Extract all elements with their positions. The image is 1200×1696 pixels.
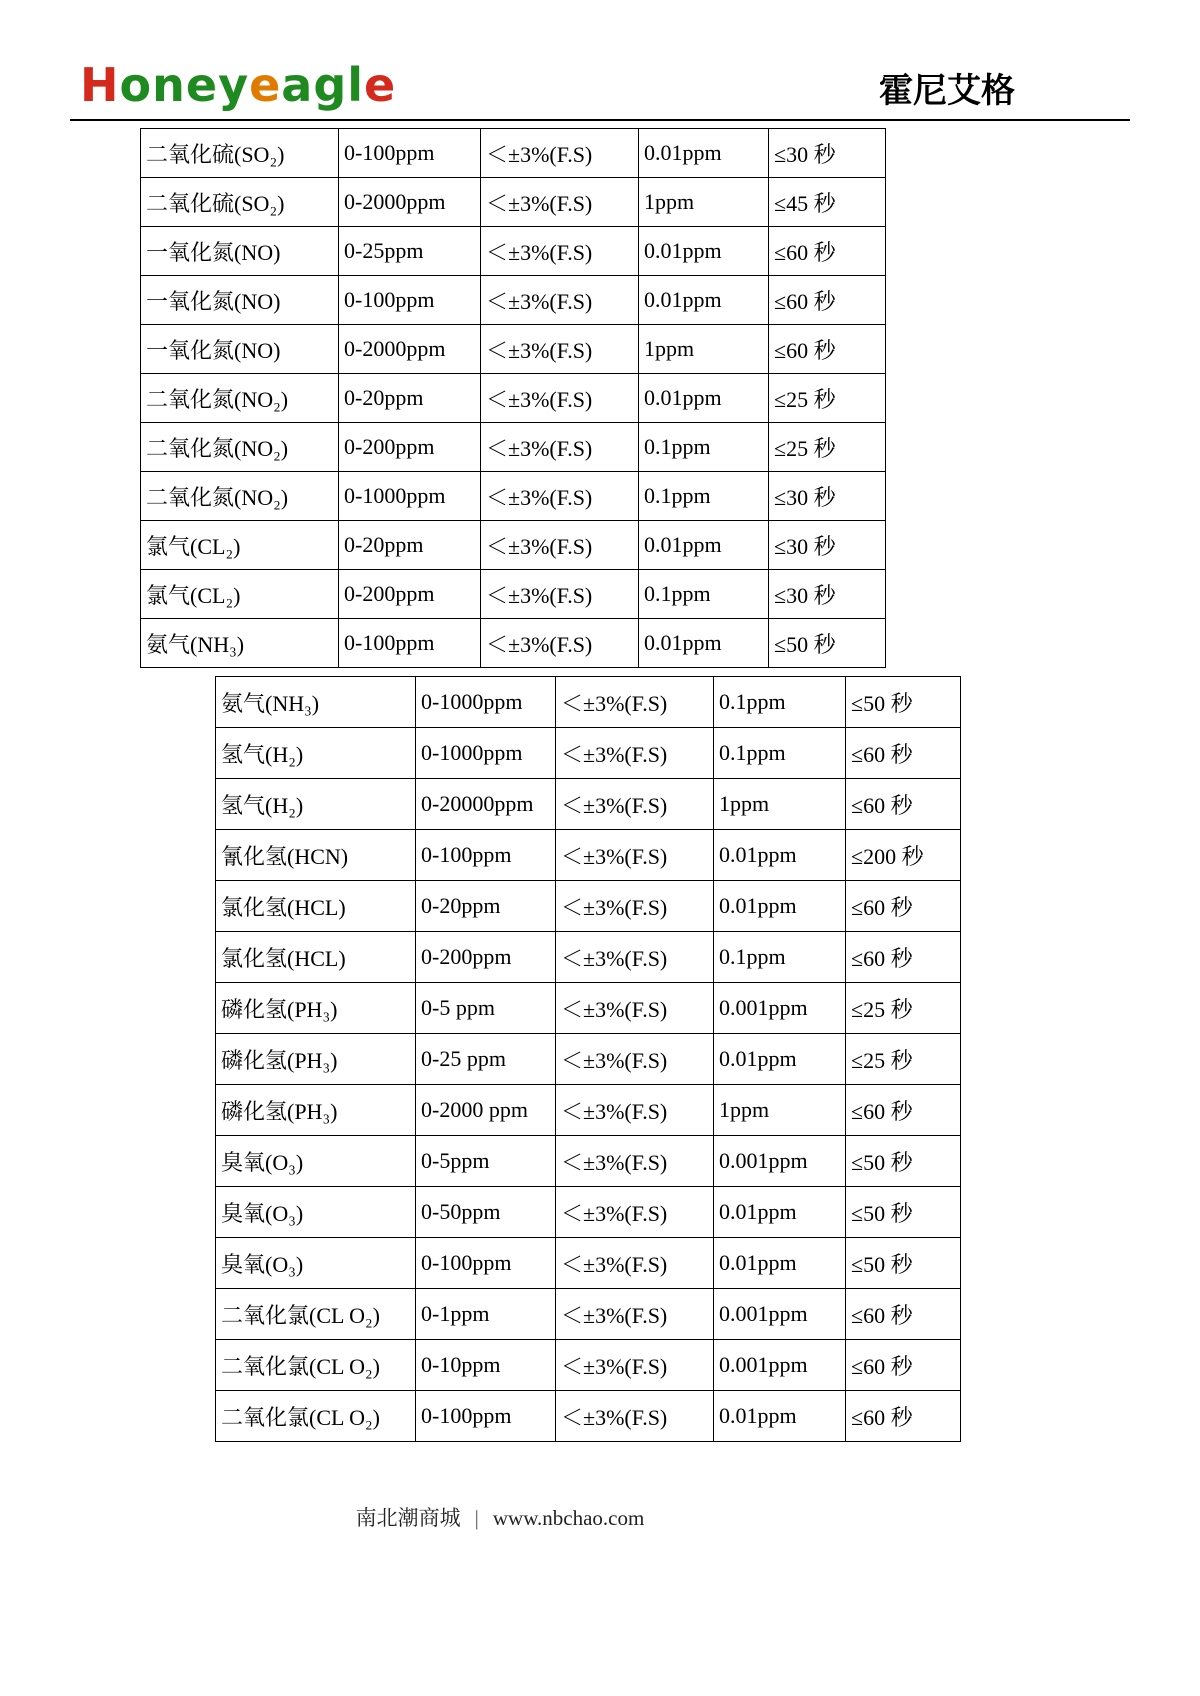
table-cell: ＜±3%(F.S)	[481, 423, 639, 472]
table-row	[141, 570, 886, 619]
table-cell: ≤60 秒	[846, 932, 961, 983]
table-cell: 0.01ppm	[714, 1391, 846, 1442]
table-cell: 0-20000ppm	[416, 779, 556, 830]
logo-letter: l	[347, 58, 365, 112]
header-divider	[70, 119, 1130, 121]
table-row	[216, 1136, 961, 1187]
logo-letter: e	[364, 58, 397, 112]
table-cell: ≤30 秒	[769, 129, 886, 178]
page-footer	[0, 1502, 1000, 1532]
gas-spec-table-lower	[215, 676, 961, 1442]
table-cell: 0-100ppm	[339, 129, 481, 178]
table-cell: ≤60 秒	[846, 779, 961, 830]
table-cell: 氯化氢(HCL)	[216, 932, 416, 983]
table-cell: 0.1ppm	[639, 423, 769, 472]
table-cell: ＜±3%(F.S)	[556, 1340, 714, 1391]
table-cell: ＜±3%(F.S)	[556, 932, 714, 983]
table-row	[216, 779, 961, 830]
table-cell: ＜±3%(F.S)	[556, 1391, 714, 1442]
table-cell: ＜±3%(F.S)	[556, 1187, 714, 1238]
footer-url: www.nbchao.com	[492, 1506, 645, 1530]
table-cell: 1ppm	[714, 779, 846, 830]
table-cell: 0.01ppm	[639, 227, 769, 276]
table-cell: ＜±3%(F.S)	[481, 619, 639, 668]
brand-chinese-title: 霍尼艾格	[879, 71, 1015, 111]
table-row	[216, 1187, 961, 1238]
table-cell: ＜±3%(F.S)	[556, 1136, 714, 1187]
table-cell: 0.01ppm	[714, 1034, 846, 1085]
table-cell: 0-100ppm	[416, 1391, 556, 1442]
page-header	[0, 0, 1200, 122]
table-row	[141, 178, 886, 227]
table-cell: 二氧化氯(CL O₂)	[216, 1391, 416, 1442]
table-cell: 0.01ppm	[639, 521, 769, 570]
table-cell: ＜±3%(F.S)	[481, 129, 639, 178]
table-row	[141, 521, 886, 570]
table-row	[216, 677, 961, 728]
table-cell: ≤30 秒	[769, 521, 886, 570]
table-row	[216, 1238, 961, 1289]
table-cell: 二氧化氮(NO₂)	[141, 472, 339, 521]
table-cell: 二氧化硫(SO₂)	[141, 178, 339, 227]
table-cell: ＜±3%(F.S)	[556, 728, 714, 779]
table-cell: 0-2000ppm	[339, 325, 481, 374]
table-cell: 氯气(CL₂)	[141, 521, 339, 570]
table-row	[141, 276, 886, 325]
table-cell: 1ppm	[714, 1085, 846, 1136]
table-cell: 0.1ppm	[639, 472, 769, 521]
table-cell: 0.01ppm	[639, 374, 769, 423]
table-cell: 0.001ppm	[714, 1289, 846, 1340]
table-cell: 0-1000ppm	[416, 728, 556, 779]
table-cell: 0.01ppm	[714, 1187, 846, 1238]
table-cell: ≤200 秒	[846, 830, 961, 881]
table-cell: ≤50 秒	[769, 619, 886, 668]
table-cell: 0-100ppm	[339, 619, 481, 668]
table-cell: 0.01ppm	[639, 129, 769, 178]
table-cell: 0.001ppm	[714, 983, 846, 1034]
table-cell: 0-10ppm	[416, 1340, 556, 1391]
table-row	[141, 619, 886, 668]
table-cell: 0-200ppm	[416, 932, 556, 983]
table-row	[216, 1289, 961, 1340]
table-cell: 0-5 ppm	[416, 983, 556, 1034]
footer-site-name: 南北潮商城	[355, 1506, 461, 1530]
table-cell: ＜±3%(F.S)	[556, 1085, 714, 1136]
table-cell: ＜±3%(F.S)	[556, 830, 714, 881]
footer-separator: |	[474, 1506, 479, 1530]
table-row	[216, 983, 961, 1034]
table-cell: 一氧化氮(NO)	[141, 227, 339, 276]
table-cell: 0-200ppm	[339, 423, 481, 472]
table-cell: 磷化氢(PH₃)	[216, 1085, 416, 1136]
table-cell: 0-200ppm	[339, 570, 481, 619]
table-cell: 0-20ppm	[339, 374, 481, 423]
table-cell: 氯气(CL₂)	[141, 570, 339, 619]
table-cell: 氯化氢(HCL)	[216, 881, 416, 932]
table-cell: 臭氧(O₃)	[216, 1187, 416, 1238]
table-row	[141, 227, 886, 276]
table-cell: 0-1000ppm	[339, 472, 481, 521]
table-cell: 0-20ppm	[339, 521, 481, 570]
table-row	[216, 830, 961, 881]
table-cell: 0.01ppm	[639, 276, 769, 325]
table-row	[216, 728, 961, 779]
table-cell: ≤60 秒	[769, 325, 886, 374]
table-cell: 0.01ppm	[714, 830, 846, 881]
table-cell: 氨气(NH₃)	[216, 677, 416, 728]
table-cell: 0-20ppm	[416, 881, 556, 932]
table-row	[216, 1340, 961, 1391]
table-row	[141, 129, 886, 178]
logo-letter: a	[281, 58, 314, 112]
table-cell: ≤60 秒	[769, 276, 886, 325]
table-cell: ≤50 秒	[846, 1187, 961, 1238]
table-cell: 0-100ppm	[416, 830, 556, 881]
table-cell: ≤50 秒	[846, 1136, 961, 1187]
table-cell: ≤60 秒	[846, 881, 961, 932]
table-cell: ＜±3%(F.S)	[481, 325, 639, 374]
table-row	[216, 1391, 961, 1442]
table-row	[141, 423, 886, 472]
table-cell: ＜±3%(F.S)	[481, 276, 639, 325]
table-row	[216, 932, 961, 983]
table-row	[216, 1085, 961, 1136]
table-cell: 0-50ppm	[416, 1187, 556, 1238]
logo-letter: e	[185, 58, 219, 112]
table-cell: ≤30 秒	[769, 472, 886, 521]
table-cell: 磷化氢(PH₃)	[216, 983, 416, 1034]
table-cell: 臭氧(O₃)	[216, 1136, 416, 1187]
gas-spec-table-upper	[140, 128, 886, 668]
table-cell: ＜±3%(F.S)	[481, 227, 639, 276]
table-cell: ≤50 秒	[846, 1238, 961, 1289]
table-cell: 0.01ppm	[639, 619, 769, 668]
table-cell: ＜±3%(F.S)	[481, 374, 639, 423]
table-cell: 1ppm	[639, 325, 769, 374]
table-cell: 0.01ppm	[714, 1238, 846, 1289]
table-cell: ≤25 秒	[846, 1034, 961, 1085]
honeyeagle-logo	[80, 58, 397, 112]
table-cell: 氢气(H₂)	[216, 779, 416, 830]
table-cell: 0.1ppm	[714, 728, 846, 779]
table-cell: 0-1000ppm	[416, 677, 556, 728]
table-cell: ＜±3%(F.S)	[556, 1034, 714, 1085]
table-cell: 0-100ppm	[339, 276, 481, 325]
table-row	[141, 374, 886, 423]
table-cell: ≤25 秒	[769, 423, 886, 472]
table-cell: 0.1ppm	[714, 677, 846, 728]
table-cell: 0-2000 ppm	[416, 1085, 556, 1136]
table-cell: 0.1ppm	[639, 570, 769, 619]
table-cell: 0-2000ppm	[339, 178, 481, 227]
table-cell: 一氧化氮(NO)	[141, 276, 339, 325]
table-cell: ＜±3%(F.S)	[556, 677, 714, 728]
table-row	[216, 881, 961, 932]
table-cell: 磷化氢(PH₃)	[216, 1034, 416, 1085]
table-cell: ＜±3%(F.S)	[481, 570, 639, 619]
table-cell: ≤60 秒	[846, 1085, 961, 1136]
table-cell: ≤50 秒	[846, 677, 961, 728]
logo-letter: g	[313, 58, 348, 112]
table-cell: ≤45 秒	[769, 178, 886, 227]
table-cell: ＜±3%(F.S)	[556, 1289, 714, 1340]
table-cell: 0-100ppm	[416, 1238, 556, 1289]
table-cell: 0.1ppm	[714, 932, 846, 983]
table-cell: 二氧化硫(SO₂)	[141, 129, 339, 178]
table-cell: 一氧化氮(NO)	[141, 325, 339, 374]
table-cell: ≤60 秒	[846, 1289, 961, 1340]
table-cell: ＜±3%(F.S)	[556, 779, 714, 830]
table-cell: ≤25 秒	[846, 983, 961, 1034]
table-cell: 0.001ppm	[714, 1136, 846, 1187]
table-cell: 0-5ppm	[416, 1136, 556, 1187]
table-cell: 二氧化氮(NO₂)	[141, 374, 339, 423]
table-cell: 氨气(NH₃)	[141, 619, 339, 668]
logo-letter: H	[80, 58, 120, 112]
table-cell: ＜±3%(F.S)	[556, 881, 714, 932]
table-cell: ＜±3%(F.S)	[556, 983, 714, 1034]
table-cell: ≤60 秒	[846, 1340, 961, 1391]
table-cell: ≤60 秒	[769, 227, 886, 276]
table-cell: ≤60 秒	[846, 728, 961, 779]
table-cell: ≤60 秒	[846, 1391, 961, 1442]
logo-letter: e	[249, 58, 282, 112]
table-cell: 0-25ppm	[339, 227, 481, 276]
table-cell: ＜±3%(F.S)	[481, 178, 639, 227]
table-row	[216, 1034, 961, 1085]
table-cell: 氢气(H₂)	[216, 728, 416, 779]
table-cell: ＜±3%(F.S)	[556, 1238, 714, 1289]
table-cell: 1ppm	[639, 178, 769, 227]
table-row	[141, 472, 886, 521]
table-cell: 二氧化氯(CL O₂)	[216, 1340, 416, 1391]
logo-letter: o	[119, 58, 153, 112]
table-cell: ＜±3%(F.S)	[481, 521, 639, 570]
table-cell: 0-1ppm	[416, 1289, 556, 1340]
table-cell: ≤30 秒	[769, 570, 886, 619]
table-cell: ≤25 秒	[769, 374, 886, 423]
table-cell: 0.001ppm	[714, 1340, 846, 1391]
table-cell: 臭氧(O₃)	[216, 1238, 416, 1289]
table-cell: 二氧化氮(NO₂)	[141, 423, 339, 472]
table-cell: 0-25 ppm	[416, 1034, 556, 1085]
table-cell: 二氧化氯(CL O₂)	[216, 1289, 416, 1340]
logo-letter: n	[152, 58, 186, 112]
table-row	[141, 325, 886, 374]
table-cell: 0.01ppm	[714, 881, 846, 932]
table-cell: ＜±3%(F.S)	[481, 472, 639, 521]
logo-letter: y	[218, 58, 250, 112]
table-cell: 氰化氢(HCN)	[216, 830, 416, 881]
